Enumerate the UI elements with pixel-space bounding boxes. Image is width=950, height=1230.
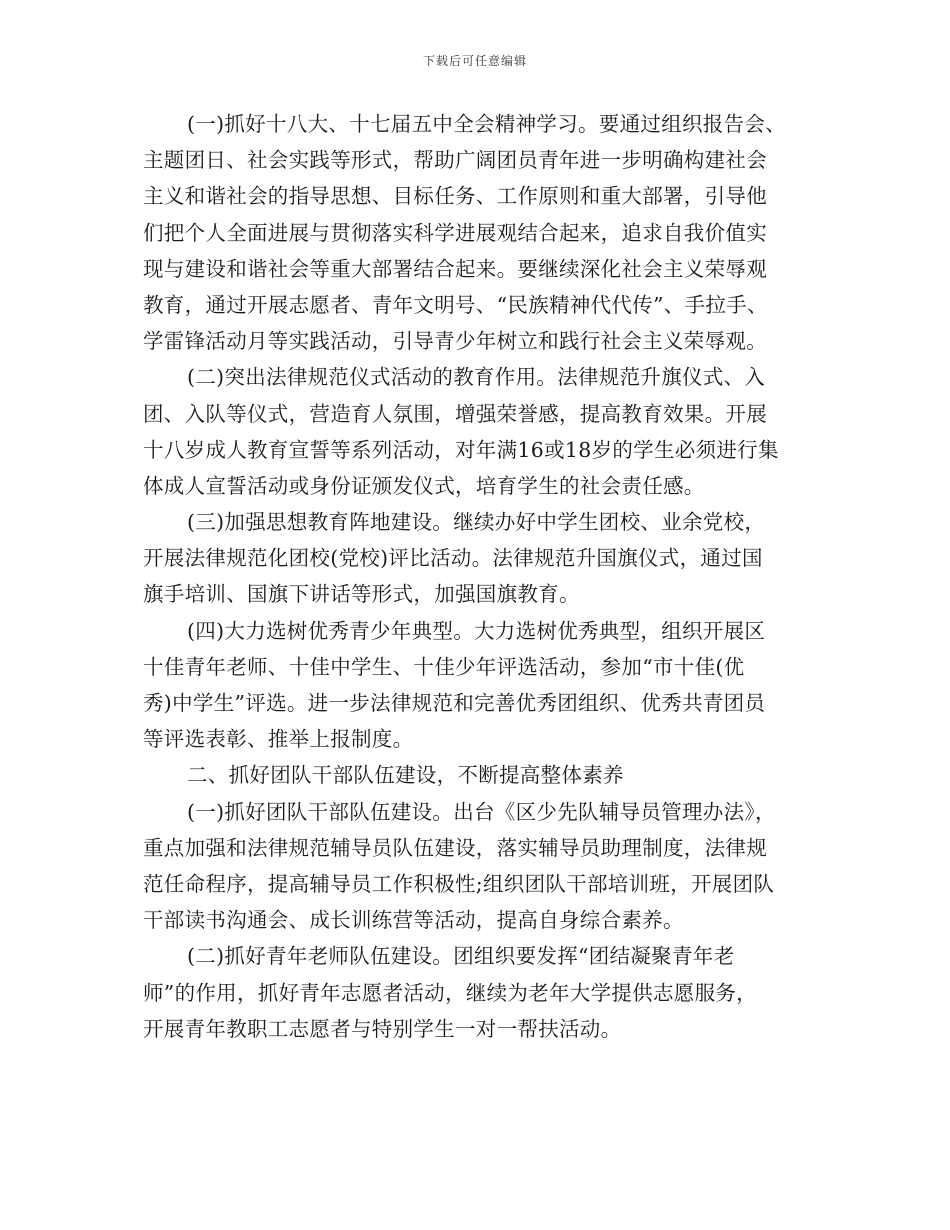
- paragraph-line: 学雷锋活动月等实践活动，引导青少年树立和践行社会主义荣辱观。: [143, 329, 767, 354]
- paragraph-line: 干部读书沟通会、成长训练营等活动，提高自身综合素养。: [143, 908, 684, 933]
- paragraph-line: (二)突出法律规范仪式活动的教育作用。法律规范升旗仪式、入: [187, 365, 766, 390]
- paragraph-line: (二)抓好青年老师队伍建设。团组织要发挥“团结凝聚青年老: [187, 944, 735, 969]
- paragraph-line: 团、入队等仪式，营造育人氛围，增强荣誉感，提高教育效果。开展: [143, 401, 767, 426]
- paragraph-line: 旗手培训、国旗下讲话等形式，加强国旗教育。: [143, 582, 580, 607]
- paragraph-line: 现与建设和谐社会等重大部署结合起来。要继续深化社会主义荣辱观: [143, 256, 767, 281]
- paragraph-line: 们把个人全面进展与贯彻落实科学进展观结合起来，追求自我价值实: [143, 220, 767, 245]
- paragraph-line: (一)抓好十八大、十七届五中全会精神学习。要通过组织报告会、: [187, 112, 786, 136]
- paragraph-line: 师”的作用，抓好青年志愿者活动，继续为老年大学提供志愿服务，: [143, 980, 757, 1005]
- paragraph-line: 体成人宣誓活动或身份证颁发仪式，培育学生的社会责任感。: [143, 473, 705, 498]
- paragraph-line: 十佳青年老师、十佳中学生、十佳少年评选活动，参加“市十佳(优: [143, 654, 745, 679]
- paragraph-line: 开展法律规范化团校(党校)评比活动。法律规范升国旗仪式，通过国: [143, 546, 763, 571]
- paragraph-line: 等评选表彰、推举上报制度。: [143, 727, 414, 752]
- document-body: [143, 106, 808, 1047]
- paragraph-line: 开展青年教职工志愿者与特别学生一对一帮扶活动。: [143, 1016, 622, 1041]
- paragraph-line: 十八岁成人教育宣誓等系列活动，对年满16或18岁的学生必须进行集: [143, 437, 779, 462]
- paragraph-line: 主题团日、社会实践等形式，帮助广阔团员青年进一步明确构建社会: [143, 148, 767, 173]
- section-heading: 二、抓好团队干部队伍建设，不断提高整体素养: [187, 763, 624, 788]
- paragraph-line: (四)大力选树优秀青少年典型。大力选树优秀典型，组织开展区: [187, 618, 766, 643]
- paragraph-line: (三)加强思想教育阵地建设。继续办好中学生团校、业余党校，: [187, 510, 766, 535]
- paragraph-line: 重点加强和法律规范辅导员队伍建设，落实辅导员助理制度，法律规: [143, 835, 767, 860]
- page-header-note: 下载后可任意编辑: [422, 54, 527, 68]
- paragraph-line: 主义和谐社会的指导思想、目标任务、工作原则和重大部署，引导他: [143, 184, 767, 209]
- paragraph-line: 教育，通过开展志愿者、青年文明号、“民族精神代代传”、手拉手、: [143, 292, 768, 317]
- paragraph-line: 秀)中学生”评选。进一步法律规范和完善优秀团组织、优秀共青团员: [143, 691, 766, 715]
- paragraph-line: (一)抓好团队干部队伍建设。出台《区少先队辅导员管理办法》，: [187, 799, 776, 824]
- paragraph-line: 范任命程序，提高辅导员工作积极性;组织团队干部培训班，开展团队: [143, 871, 775, 896]
